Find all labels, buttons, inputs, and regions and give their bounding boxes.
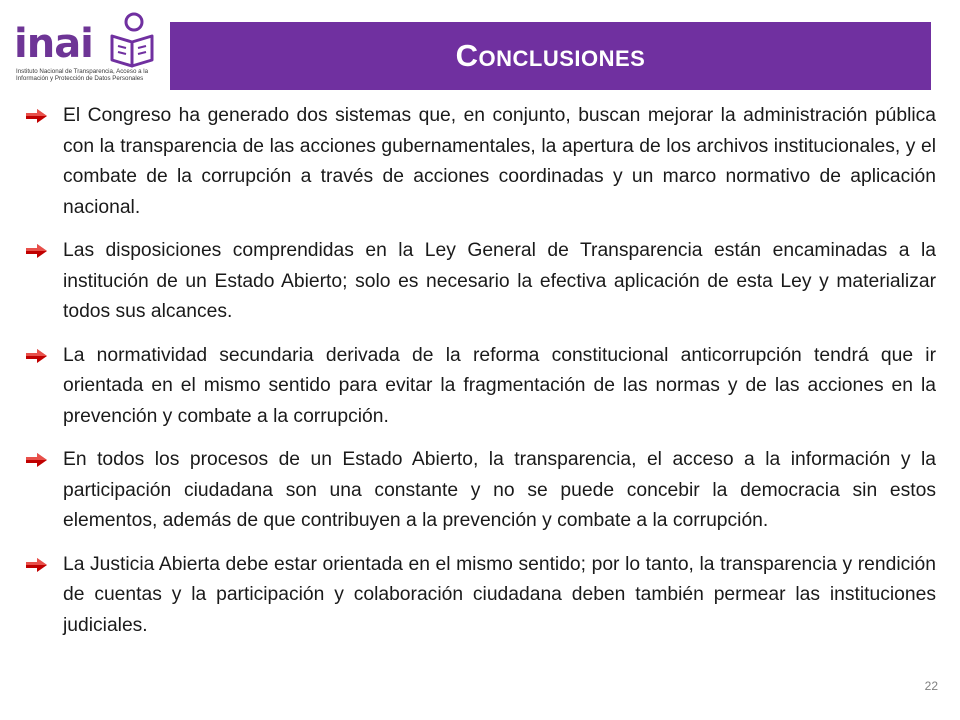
title-bar [170,22,931,90]
logo-wordmark: inai [14,21,93,67]
arrow-bullet-icon [26,558,47,572]
arrow-bullet-icon [26,349,47,363]
arrow-bullet-icon [26,453,47,467]
bullet-text: El Congreso ha generado dos sistemas que, en conjunto, buscan mejorar la administración pública con la transparencia de las acciones gubernamentales, la apertura de los archivos institucionales, y el combate de la corrupción a través de acciones coordinadas y un marco normativo de aplicación nacional. [63,105,936,218]
bullet-text: En todos los procesos de un Estado Abierto, la transparencia, el acceso a la información y la participación ciudadana son una constante y no se puede concebir la democracia sin estos elementos, además de que contribuyen a la prevención y combate a la corrupción. [63,449,936,531]
bullet-item [26,550,936,642]
logo-tagline: Instituto Nacional de Transparencia, Acceso a la Información y Protección de Datos Personales [16,68,149,82]
bullet-text: Las disposiciones comprendidas en la Ley General de Transparencia están encaminadas a la institución de un Estado Abierto; solo es necesario la efectiva aplicación de esta Ley y materializar todos sus alcances. [63,240,936,322]
bullet-list [26,101,936,654]
arrow-bullet-icon [26,109,47,123]
logo-emblem-icon [106,12,158,68]
bullet-item [26,445,936,537]
bullet-text: La Justicia Abierta debe estar orientada en el mismo sentido; por lo tanto, la transparencia y rendición de cuentas y la participación y colaboración ciudadana deben también permear las instituciones judiciales. [63,553,936,636]
arrow-bullet-icon [26,244,47,258]
bullet-text: La normatividad secundaria derivada de la reforma constitucional anticorrupción tendrá que ir orientada en el mismo sentido para evitar la fragmentación de las normas y de las acciones en la prevención y combate a la corrupción. [63,344,936,427]
bullet-item [26,101,936,223]
inai-logo [14,10,164,92]
slide-title: Conclusiones [455,38,646,73]
bullet-item [26,236,936,328]
page-number: 22 [924,679,938,693]
bullet-item [26,341,936,433]
